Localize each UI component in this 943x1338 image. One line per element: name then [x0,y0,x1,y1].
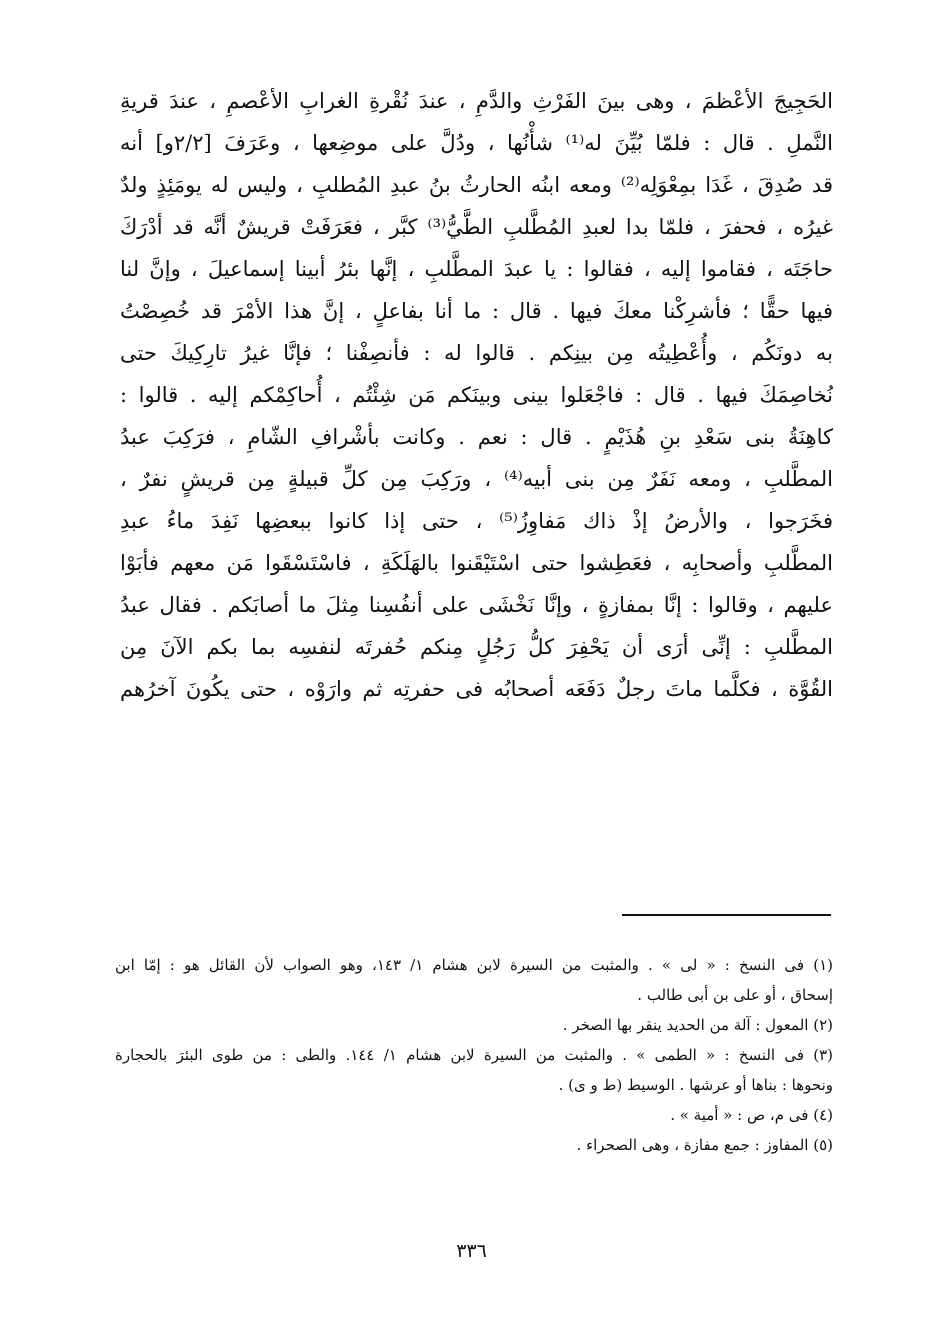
text-line: المطَّلبِ ، ومعه نَفَرٌ مِن بنى أبيه⁽⁴⁾ ، ورَكِبَ مِن كلِّ قبيلةٍ مِن قريشٍ نفرٌ ، [120,467,833,491]
text-line: النَّملِ . قال : فلمّا بُيِّنَ له⁽¹⁾ شأْنُها ، ودُلَّ على موضِعها ، وعَرَفَ [٢/٢و] أنه [120,131,834,155]
text-line: غيرُه ، فحفرَ ، فلمّا بدا لعبدِ المُطَّلبِ الطَّيُّ⁽³⁾ كبَّر ، فعَرَفَتْ قريشٌ أنَّه قد أدْرَكَ [120,215,833,239]
text-line: قد صُدِقَ ، غَدَا بمِعْوَلِه⁽²⁾ ومعه ابنُه الحارثُ بنُ عبدِ المُطلبِ ، وليس له يومَئِذٍ ولدٌ [120,173,833,197]
text-line: المطَّلبِ وأصحابِه ، فعَطِشوا حتى اسْتَيْقَنوا بالهَلَكَةِ ، فاسْتَسْقَوا مَن معهم فأبَوْا [120,551,833,575]
footnote-line: ونحوها : بناها أو عرشها . الوسيط (ط و ى) . [558,1076,833,1094]
footnote-line: إسحاق ، أو على بن أبى طالب . [637,986,833,1004]
text-line: نُخاصِمَكَ فيها . قال : فاجْعَلوا بينى وبينَكم مَن شِئْتُم ، أُحاكِمْكم إليه . قالوا : [120,383,833,407]
footnote-line: (٢) المعول : آلة من الحديد ينقر بها الصخر . [562,1016,833,1034]
text-line: فيها حقًّا ؛ فأشرِكْنا معكَ فيها . قال : ما أنا بفاعلٍ ، إنَّ هذا الأمْرَ قد خُصِصْتُ [120,299,833,323]
text-line: الحَجِيجَ الأعْظمَ ، وهى بينَ الفَرْثِ والدَّمِ ، عندَ نُقْرةِ الغرابِ الأعْصمِ ، عندَ قريةِ [120,89,833,113]
main-text-block [120,80,833,710]
page-number: ٣٣٦ [456,1240,487,1262]
text-line: القُوَّة ، فكلَّما ماتَ رجلٌ دَفَعَه أصحابُه فى حفرتِه ثم وارَوْه ، حتى يكُونَ آخرُهم [120,677,833,701]
footnote-divider [622,914,831,916]
footnotes-block [115,950,833,1160]
footnote-line: (٤) فى م، ص : « أمية » . [670,1106,833,1124]
text-line: المطَّلبِ : إنِّى أرَى أن يَحْفِرَ كلُّ رَجُلٍ مِنكم حُفرتَه لنفسِه بما بكم الآنَ مِن [120,635,833,659]
text-line: عليهم ، وقالوا : إنَّا بمفازةٍ ، وإنَّا نَخْشَى على أنفُسِنا مِثلَ ما أصابَكم . فقال عبدُ [120,593,833,617]
text-line: به دونَكُم ، وأُعْطِيتُه مِن بينِكم . قالوا له : فأنصِفْنا ؛ فإنَّا غيرُ تارِكِيكَ حتى [120,341,833,365]
footnote-line: (١) فى النسخ : « لى » . والمثبت من السيرة لابن هشام ١/ ١٤٣، وهو الصواب لأن القائل هو : إمّا ابن [115,956,833,974]
footnote-line: (٥) المفاوز : جمع مفازة ، وهى الصحراء . [576,1136,833,1154]
text-line: كاهِنَةُ بنى سَعْدِ بنِ هُذَيْمٍ . قال : نعم . وكانت بأشْرافِ الشّامِ ، فرَكِبَ عبدُ [120,425,833,449]
footnote-line: (٣) فى النسخ : « الطمى » . والمثبت من السيرة لابن هشام ١/ ١٤٤. والطى : من طوى البئرَ بالحجارة [115,1046,833,1064]
text-line: حاجَتَه ، فقاموا إليه ، فقالوا : يا عبدَ المطَّلبِ ، إنَّها بئرُ أبينا إسماعيلَ ، وإنَّ لنا [120,257,833,281]
text-line: فخَرَجوا ، والأرضُ إذْ ذاك مَفاوِزُ⁽⁵⁾ ، حتى إذا كانوا ببعضِها نَفِدَ ماءُ عبدِ [120,509,833,533]
